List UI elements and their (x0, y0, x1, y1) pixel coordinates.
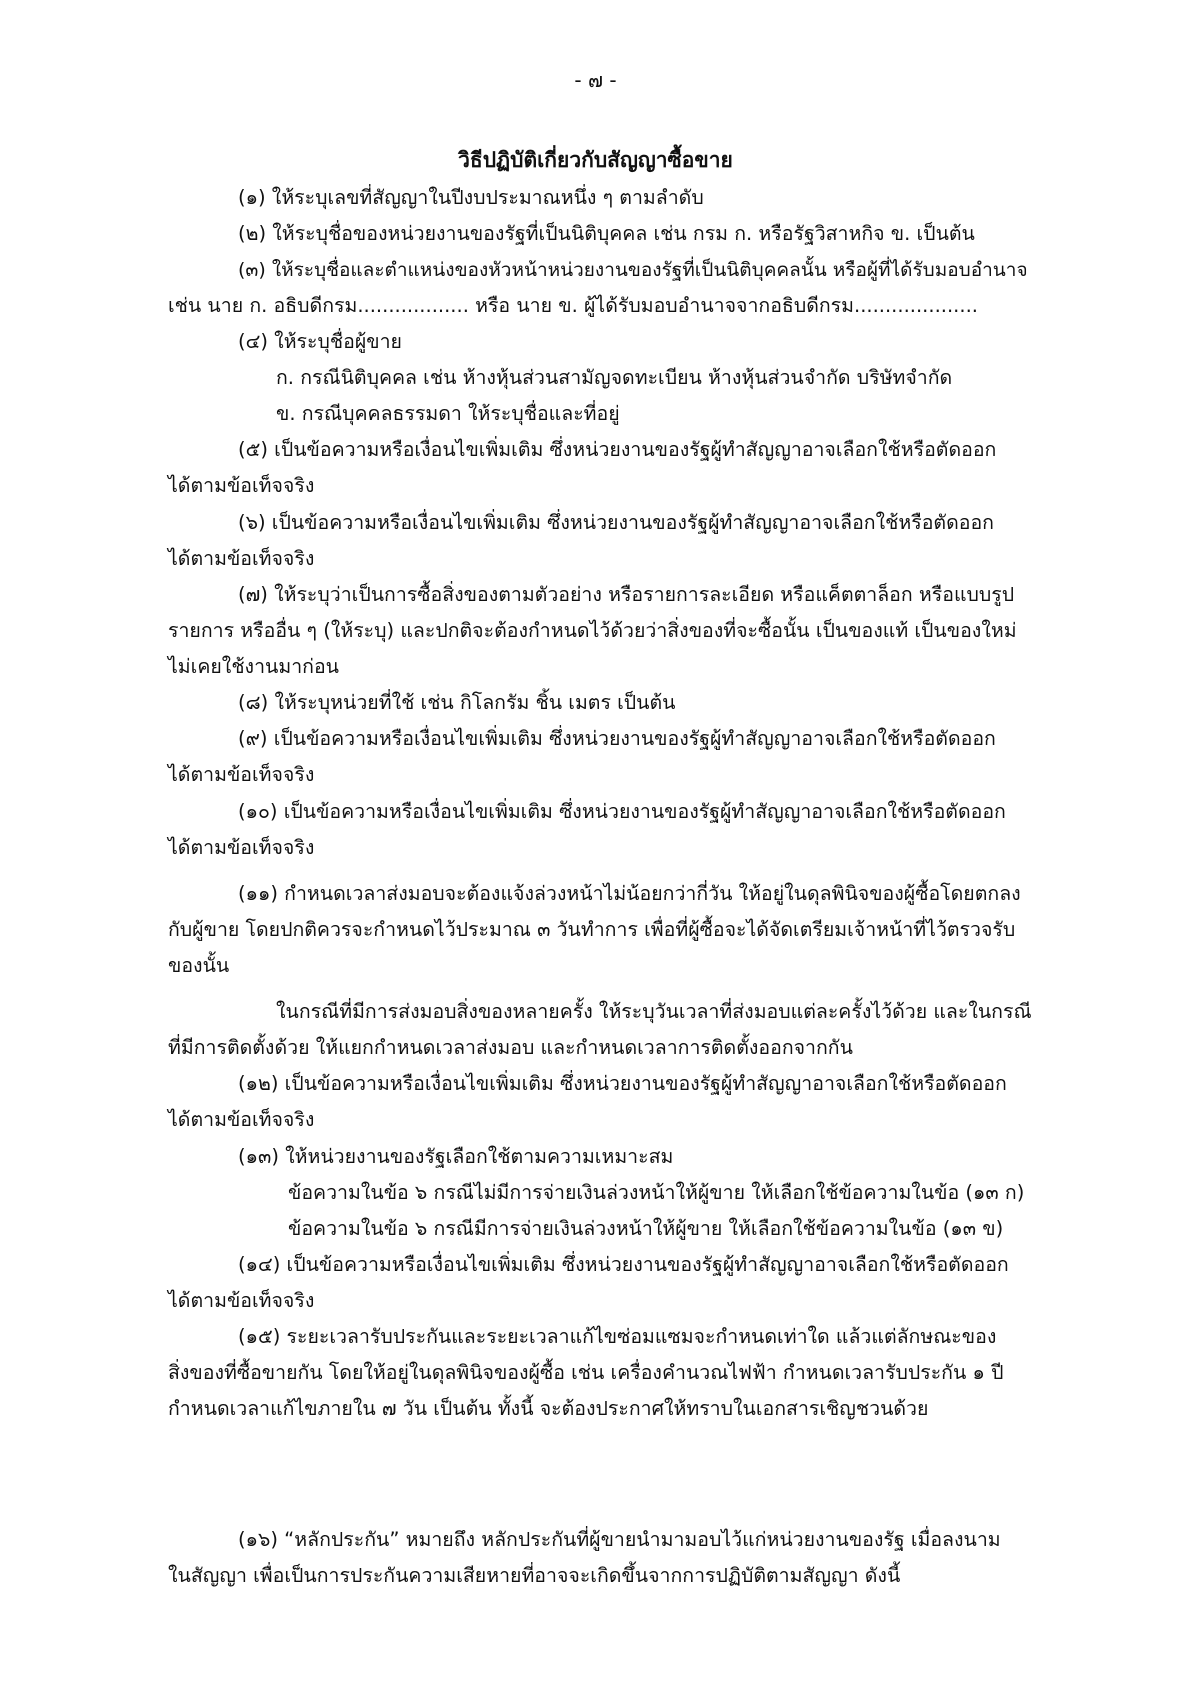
note-4: (๔) ให้ระบุชื่อผู้ขาย (238, 330, 402, 353)
note-14-line-1: (๑๔) เป็นข้อความหรือเงื่อนไขเพิ่มเติม ซึ่งหน่วยงานของรัฐผู้ทำสัญญาอาจเลือกใช้หรือตัดออก (238, 1253, 1009, 1276)
note-5-line-2: ได้ตามข้อเท็จจริง (168, 474, 315, 497)
note-11-line-4: ในกรณีที่มีการส่งมอบสิ่งของหลายครั้ง ให้ระบุวันเวลาที่ส่งมอบแต่ละครั้งไว้ด้วย และในกรณี (276, 1000, 1032, 1023)
note-15-line-3: กำหนดเวลาแก้ไขภายใน ๗ วัน เป็นต้น ทั้งนี้ จะต้องประกาศให้ทราบในเอกสารเชิญชวนด้วย (168, 1397, 929, 1420)
note-11-line-3: ของนั้น (168, 954, 230, 977)
note-11-line-1: (๑๑) กำหนดเวลาส่งมอบจะต้องแจ้งล่วงหน้าไม่น้อยกว่ากี่วัน ให้อยู่ในดุลพินิจของผู้ซื้อโดยตกลง (238, 882, 1021, 905)
note-4-item-a: ก. กรณีนิติบุคคล เช่น ห้างหุ้นส่วนสามัญจดทะเบียน ห้างหุ้นส่วนจำกัด บริษัทจำกัด (276, 366, 953, 389)
note-10-line-1: (๑๐) เป็นข้อความหรือเงื่อนไขเพิ่มเติม ซึ่งหน่วยงานของรัฐผู้ทำสัญญาอาจเลือกใช้หรือตัดออก (238, 800, 1006, 823)
note-11-line-2: กับผู้ขาย โดยปกติควรจะกำหนดไว้ประมาณ ๓ วันทำการ เพื่อที่ผู้ซื้อจะได้จัดเตรียมเจ้าหน้าที่ไว้ตรวจรับ (168, 918, 1016, 941)
note-7-line-3: ไม่เคยใช้งานมาก่อน (168, 655, 340, 678)
note-9-line-2: ได้ตามข้อเท็จจริง (168, 763, 315, 786)
note-12-line-2: ได้ตามข้อเท็จจริง (168, 1108, 315, 1131)
note-6-line-1: (๖) เป็นข้อความหรือเงื่อนไขเพิ่มเติม ซึ่งหน่วยงานของรัฐผู้ทำสัญญาอาจเลือกใช้หรือตัดออก (238, 511, 994, 534)
note-4-item-b: ข. กรณีบุคคลธรรมดา ให้ระบุชื่อและที่อยู่ (276, 402, 620, 425)
note-2: (๒) ให้ระบุชื่อของหน่วยงานของรัฐที่เป็นนิติบุคคล เช่น กรม ก. หรือรัฐวิสาหกิจ ข. เป็นต้น (238, 222, 975, 245)
note-14-line-2: ได้ตามข้อเท็จจริง (168, 1289, 315, 1312)
note-13: (๑๓) ให้หน่วยงานของรัฐเลือกใช้ตามความเหมาะสม (238, 1145, 674, 1168)
note-7-line-2: รายการ หรืออื่น ๆ (ให้ระบุ) และปกติจะต้องกำหนดไว้ด้วยว่าสิ่งของที่จะซื้อนั้น เป็นของแท้ เป็นของใหม่ (168, 619, 1017, 642)
note-3-line-2: เช่น นาย ก. อธิบดีกรม.................. หรือ นาย ข. ผู้ได้รับมอบอำนาจจากอธิบดีกรม.................... (168, 294, 978, 317)
note-5-line-1: (๕) เป็นข้อความหรือเงื่อนไขเพิ่มเติม ซึ่งหน่วยงานของรัฐผู้ทำสัญญาอาจเลือกใช้หรือตัดออก (238, 438, 997, 461)
note-7-line-1: (๗) ให้ระบุว่าเป็นการซื้อสิ่งของตามตัวอย่าง หรือรายการละเอียด หรือแค็ตตาล็อก หรือแบบรูป (238, 583, 1015, 606)
note-13-option-b: ข้อความในข้อ ๖ กรณีมีการจ่ายเงินล่วงหน้าให้ผู้ขาย ให้เลือกใช้ข้อความในข้อ (๑๓ ข) (288, 1217, 1004, 1240)
note-10-line-2: ได้ตามข้อเท็จจริง (168, 836, 315, 859)
note-15-line-1: (๑๕) ระยะเวลารับประกันและระยะเวลาแก้ไขซ่อมแซมจะกำหนดเท่าใด แล้วแต่ลักษณะของ (238, 1325, 997, 1348)
note-3-line-1: (๓) ให้ระบุชื่อและตำแหน่งของหัวหน้าหน่วยงานของรัฐที่เป็นนิติบุคคลนั้น หรือผู้ที่ได้รับมอบอำนาจ (238, 259, 1028, 281)
page-title: วิธีปฏิบัติเกี่ยวกับสัญญาซื้อขาย (458, 148, 733, 172)
note-6-line-2: ได้ตามข้อเท็จจริง (168, 547, 315, 570)
note-16-line-2: ในสัญญา เพื่อเป็นการประกันความเสียหายที่อาจจะเกิดขึ้นจากการปฏิบัติตามสัญญา ดังนี้ (168, 1564, 901, 1587)
note-1: (๑) ให้ระบุเลขที่สัญญาในปีงบประมาณหนึ่ง ๆ ตามลำดับ (238, 186, 704, 209)
note-16-line-1: (๑๖) “หลักประกัน” หมายถึง หลักประกันที่ผู้ขายนำมามอบไว้แก่หน่วยงานของรัฐ เมื่อลงนาม (238, 1528, 1001, 1551)
note-11-line-5: ที่มีการติดตั้งด้วย ให้แยกกำหนดเวลาส่งมอบ และกำหนดเวลาการติดตั้งออกจากกัน (168, 1036, 853, 1059)
note-12-line-1: (๑๒) เป็นข้อความหรือเงื่อนไขเพิ่มเติม ซึ่งหน่วยงานของรัฐผู้ทำสัญญาอาจเลือกใช้หรือตัดออก (238, 1072, 1007, 1095)
note-15-line-2: สิ่งของที่ซื้อขายกัน โดยให้อยู่ในดุลพินิจของผู้ซื้อ เช่น เครื่องคำนวณไฟฟ้า กำหนดเวลารับประกัน ๑ ปี (168, 1361, 1004, 1384)
note-8: (๘) ให้ระบุหน่วยที่ใช้ เช่น กิโลกรัม ชิ้น เมตร เป็นต้น (238, 691, 676, 714)
note-9-line-1: (๙) เป็นข้อความหรือเงื่อนไขเพิ่มเติม ซึ่งหน่วยงานของรัฐผู้ทำสัญญาอาจเลือกใช้หรือตัดออก (238, 727, 996, 750)
note-13-option-a: ข้อความในข้อ ๖ กรณีไม่มีการจ่ายเงินล่วงหน้าให้ผู้ขาย ให้เลือกใช้ข้อความในข้อ (๑๓ ก) (288, 1181, 1025, 1204)
page-number: - ๗ - (574, 68, 617, 92)
